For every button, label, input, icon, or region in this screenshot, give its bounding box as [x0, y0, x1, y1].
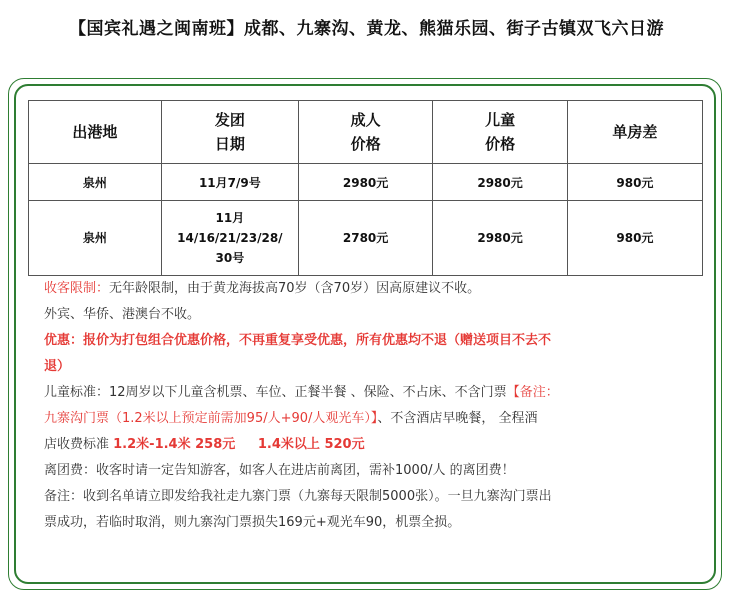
cell-dates: 11月7/9号	[161, 164, 298, 201]
leave-fee-note: 离团费：收客时请一定告知游客，如客人在进店前离团，需补1000/人 的离团费！	[44, 463, 515, 478]
table-header-row	[29, 101, 703, 164]
discount-note-line1: 优惠：报价为打包组合优惠价格，不再重复享受优惠，所有优惠均不退（赠送项目不去不	[44, 333, 552, 348]
header-child-price: 儿童 价格	[433, 101, 567, 164]
restriction-note: 收客限制：无年龄限制，由于黄龙海拔高70岁（含70岁）因高原建议不收。	[44, 281, 481, 296]
cell-city: 泉州	[29, 201, 162, 276]
child-standard-line2: 九寨沟门票（1.2米以上预定前需加95/人+90/人观光车）】、不含酒店早晚餐， 全程酒	[44, 411, 538, 426]
child-standard-line1: 儿童标准：12周岁以下儿童含机票、车位、正餐半餐 、保险、不占床、不含门票【备注：	[44, 385, 559, 400]
cell-adult-price: 2780元	[298, 201, 432, 276]
page-title: 【国宾礼遇之闽南班】成都、九寨沟、黄龙、熊猫乐园、街子古镇双飞六日游	[69, 19, 664, 39]
discount-note-line2: 退）	[44, 359, 71, 374]
header-adult-price: 成人 价格	[298, 101, 432, 164]
notes-section	[44, 276, 690, 536]
cell-single-supplement: 980元	[567, 164, 702, 201]
child-standard-line3: 店收费标准 1.2米-1.4米 258元 1.4米以上 520元	[44, 437, 365, 452]
table-row	[29, 201, 703, 276]
cell-dates: 11月 14/16/21/23/28/ 30号	[161, 201, 298, 276]
foreign-guest-note: 外宾、华侨、港澳台不收。	[44, 307, 201, 322]
cell-city: 泉州	[29, 164, 162, 201]
header-date: 发团 日期	[161, 101, 298, 164]
cell-adult-price: 2980元	[298, 164, 432, 201]
header-single-supplement: 单房差	[567, 101, 702, 164]
cell-single-supplement: 980元	[567, 201, 702, 276]
header-departure: 出港地	[29, 101, 162, 164]
remark-line1: 备注：收到名单请立即发给我社走九寨门票（九寨每天限制5000张）。一旦九寨沟门票出	[44, 489, 552, 504]
cell-child-price: 2980元	[433, 201, 567, 276]
cell-child-price: 2980元	[433, 164, 567, 201]
remark-line2: 票成功，若临时取消，则九寨沟门票损失169元+观光车90，机票全损。	[44, 515, 461, 530]
price-table	[28, 100, 703, 276]
table-row	[29, 164, 703, 201]
